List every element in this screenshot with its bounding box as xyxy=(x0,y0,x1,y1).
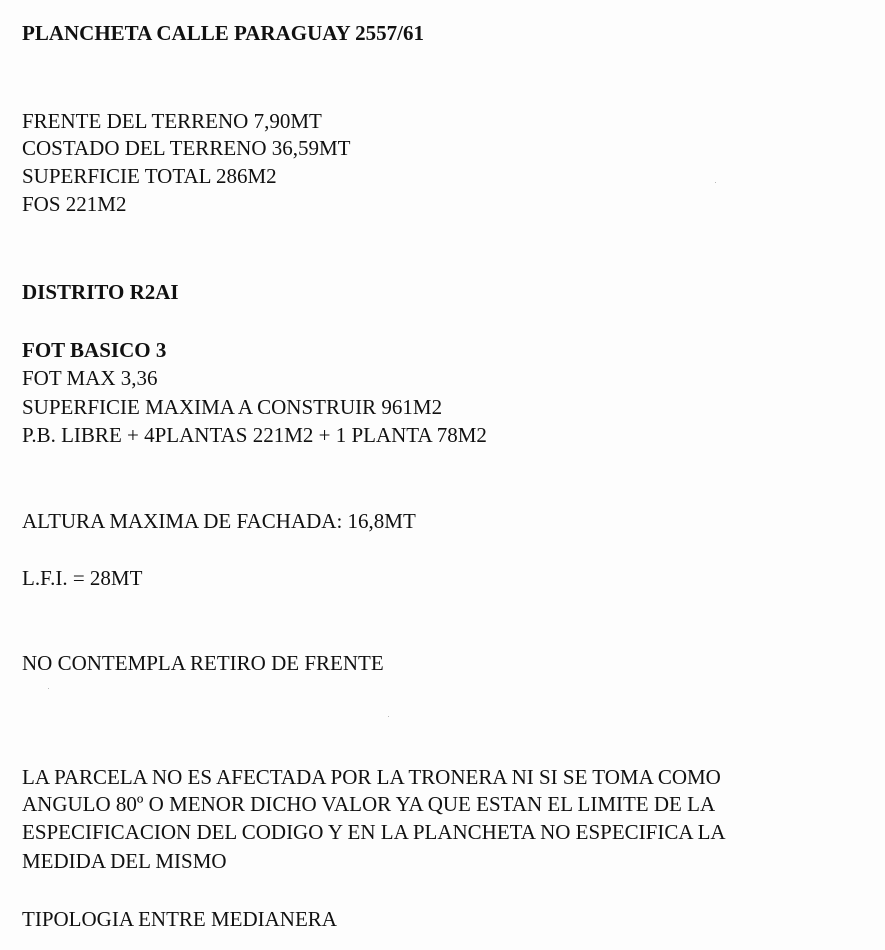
tronera-line-3: ESPECIFICACION DEL CODIGO Y EN LA PLANCHETA NO ESPECIFICA LA xyxy=(22,820,726,844)
fos-text: FOS 221M2 xyxy=(22,192,127,216)
tronera-line-4: MEDIDA DEL MISMO xyxy=(22,849,227,873)
max-build-area-text: SUPERFICIE MAXIMA A CONSTRUIR 961M2 xyxy=(22,395,443,419)
scan-speck xyxy=(48,688,49,689)
district-heading: DISTRITO R2AI xyxy=(22,280,179,304)
lfi-text: L.F.I. = 28MT xyxy=(22,566,143,590)
tronera-line-1: LA PARCELA NO ES AFECTADA POR LA TRONERA NI SI SE TOMA COMO xyxy=(22,765,721,789)
fot-basic-heading: FOT BASICO 3 xyxy=(22,338,167,362)
max-facade-height-text: ALTURA MAXIMA DE FACHADA: 16,8MT xyxy=(22,509,416,533)
scan-speck xyxy=(388,716,389,717)
lot-side-text: COSTADO DEL TERRENO 36,59MT xyxy=(22,136,351,160)
lot-total-area-text: SUPERFICIE TOTAL 286M2 xyxy=(22,164,277,188)
fot-max-text: FOT MAX 3,36 xyxy=(22,366,158,390)
tronera-line-2: ANGULO 80º O MENOR DICHO VALOR YA QUE ESTAN EL LIMITE DE LA xyxy=(22,792,716,816)
scan-speck xyxy=(715,182,716,183)
typology-text: TIPOLOGIA ENTRE MEDIANERA xyxy=(22,907,337,931)
lot-front-text: FRENTE DEL TERRENO 7,90MT xyxy=(22,109,322,133)
floors-text: P.B. LIBRE + 4PLANTAS 221M2 + 1 PLANTA 78M2 xyxy=(22,423,487,447)
document-title: PLANCHETA CALLE PARAGUAY 2557/61 xyxy=(22,21,424,45)
front-setback-text: NO CONTEMPLA RETIRO DE FRENTE xyxy=(22,651,384,675)
